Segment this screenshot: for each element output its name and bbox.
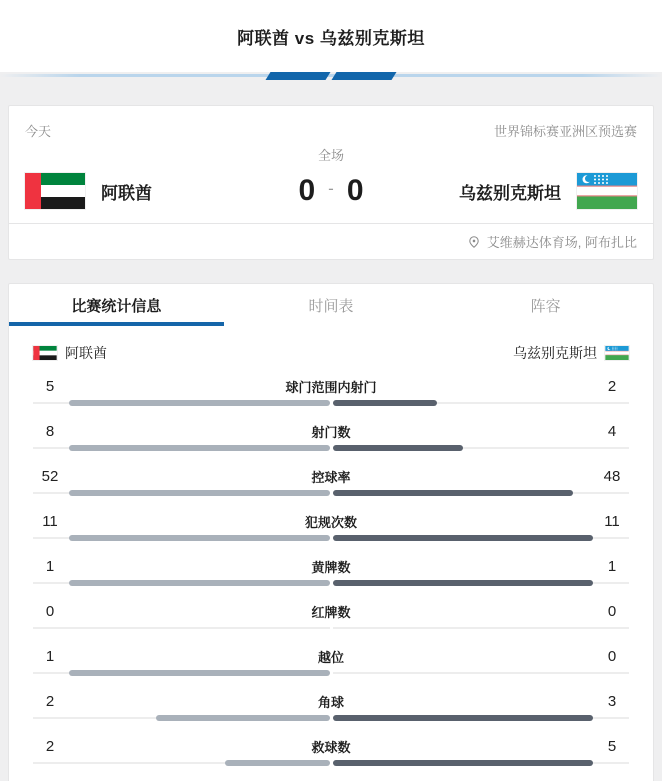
stat-bar-away-track xyxy=(333,535,630,541)
stat-home-value: 1 xyxy=(45,648,55,665)
stat-label: 黄牌数 xyxy=(311,560,351,575)
stat-bars xyxy=(33,490,629,496)
stat-bar-home xyxy=(69,490,330,496)
stat-bar-away-track xyxy=(333,760,630,766)
stat-label: 救球数 xyxy=(311,740,351,755)
home-team xyxy=(25,173,288,209)
away-team-name: 乌兹别克斯坦 xyxy=(459,183,562,203)
stat-label: 红牌数 xyxy=(311,605,351,620)
stat-away-value: 0 xyxy=(607,648,617,665)
stat-away-value: 48 xyxy=(603,468,621,485)
tab-label: 阵容 xyxy=(530,297,561,315)
stat-bar-home-track xyxy=(33,445,330,451)
stat-bar-away-track xyxy=(333,400,630,406)
venue-name: 艾维赫达体育场, 阿布扎比 xyxy=(486,235,637,250)
stat-label: 角球 xyxy=(317,695,344,710)
tab-3[interactable] xyxy=(438,284,653,326)
away-score: 0 xyxy=(346,174,364,207)
stats-away-team xyxy=(513,343,629,363)
stat-bar-home xyxy=(69,670,330,676)
score-row xyxy=(9,164,653,223)
stat-away-value: 4 xyxy=(607,423,617,440)
stat-bars xyxy=(33,445,629,451)
match-period: 全场 xyxy=(317,148,344,163)
stat-row xyxy=(9,729,653,774)
stat-home-value: 8 xyxy=(45,423,55,440)
stat-row xyxy=(9,369,653,414)
page-title: 阿联酋 vs 乌兹别克斯坦 xyxy=(237,28,425,48)
stat-bar-home-track xyxy=(33,535,330,541)
home-score: 0 xyxy=(298,174,316,207)
stat-bar-away-track xyxy=(333,580,630,586)
stat-bar-home-track xyxy=(33,625,330,631)
page-header xyxy=(0,0,662,72)
stat-bar-away xyxy=(333,445,463,451)
stat-bars xyxy=(33,715,629,721)
stat-bar-away xyxy=(333,580,594,586)
stat-label: 球门范围内射门 xyxy=(285,380,377,395)
stat-home-value: 52 xyxy=(41,468,59,485)
bar-track xyxy=(333,627,630,629)
stat-away-value: 3 xyxy=(607,693,617,710)
venue-row xyxy=(9,223,653,259)
uae-flag xyxy=(33,346,57,360)
match-date: 今天 xyxy=(25,124,52,139)
stat-bar-away xyxy=(333,535,594,541)
tab-2[interactable] xyxy=(224,284,439,326)
divider-segment xyxy=(266,72,331,80)
stat-bars xyxy=(33,670,629,676)
stat-home-value: 5 xyxy=(45,378,55,395)
uae-flag xyxy=(25,173,85,209)
uzb-flag xyxy=(605,346,629,360)
tab-label: 时间表 xyxy=(308,297,354,315)
location-pin-icon xyxy=(467,235,481,249)
stat-away-value: 1 xyxy=(607,558,617,575)
stats-teams-header xyxy=(9,326,653,369)
stat-row xyxy=(9,594,653,639)
stat-home-value: 2 xyxy=(45,738,55,755)
stat-home-value: 1 xyxy=(45,558,55,575)
stat-home-value: 2 xyxy=(45,693,55,710)
stat-row xyxy=(9,684,653,729)
header-divider xyxy=(0,72,662,81)
stat-bar-away-track xyxy=(333,445,630,451)
stat-bar-away xyxy=(333,490,574,496)
match-summary-card xyxy=(8,105,654,260)
stat-bar-away xyxy=(333,400,437,406)
stat-row xyxy=(9,459,653,504)
stat-bar-home xyxy=(69,445,330,451)
stats-away-team-name: 乌兹别克斯坦 xyxy=(513,345,597,361)
divider-segments xyxy=(268,72,394,80)
stats-card xyxy=(8,283,654,781)
stat-bars xyxy=(33,400,629,406)
divider-segment xyxy=(332,72,397,80)
stat-bar-away-track xyxy=(333,670,630,676)
stat-label: 犯规次数 xyxy=(304,515,357,530)
stat-bar-home xyxy=(225,760,329,766)
bar-track xyxy=(333,672,630,674)
stats-list xyxy=(9,369,653,774)
score-separator: - xyxy=(328,179,334,198)
tab-label: 比赛统计信息 xyxy=(71,297,162,315)
stat-bars xyxy=(33,580,629,586)
stat-bar-away-track xyxy=(333,490,630,496)
bar-track xyxy=(33,627,330,629)
stats-home-team xyxy=(33,343,107,363)
stat-bar-away xyxy=(333,715,594,721)
stat-away-value: 5 xyxy=(607,738,617,755)
uzb-flag xyxy=(577,173,637,209)
stat-bar-away xyxy=(333,760,594,766)
stat-away-value: 0 xyxy=(607,603,617,620)
stat-label: 越位 xyxy=(317,650,344,665)
stat-bar-home-track xyxy=(33,580,330,586)
stat-bar-home-track xyxy=(33,760,330,766)
stat-label: 射门数 xyxy=(311,425,351,440)
stat-away-value: 2 xyxy=(607,378,617,395)
stat-label: 控球率 xyxy=(311,470,351,485)
competition-name: 世界锦标赛亚洲区预选赛 xyxy=(493,124,637,139)
stat-bar-away-track xyxy=(333,625,630,631)
match-score xyxy=(288,176,373,206)
stat-bar-home-track xyxy=(33,490,330,496)
stat-bars xyxy=(33,535,629,541)
stat-bar-home xyxy=(69,400,330,406)
home-team-name: 阿联酋 xyxy=(101,183,152,203)
tab-bar xyxy=(9,284,653,326)
stat-home-value: 0 xyxy=(45,603,55,620)
stat-row xyxy=(9,504,653,549)
stat-bar-home xyxy=(156,715,330,721)
stat-bar-home xyxy=(69,580,330,586)
stat-bar-home-track xyxy=(33,400,330,406)
tab-1[interactable] xyxy=(9,284,224,326)
stat-row xyxy=(9,639,653,684)
stats-home-team-name: 阿联酋 xyxy=(65,345,107,361)
active-tab-underline xyxy=(9,322,224,326)
stat-bars xyxy=(33,625,629,631)
stat-bar-home-track xyxy=(33,670,330,676)
stat-row xyxy=(9,549,653,594)
stat-bar-home xyxy=(69,535,330,541)
stat-bar-away-track xyxy=(333,715,630,721)
stat-bars xyxy=(33,760,629,766)
away-team xyxy=(374,173,637,209)
stat-away-value: 11 xyxy=(604,513,620,530)
stat-row xyxy=(9,414,653,459)
stat-home-value: 11 xyxy=(42,513,58,530)
stat-bar-home-track xyxy=(33,715,330,721)
